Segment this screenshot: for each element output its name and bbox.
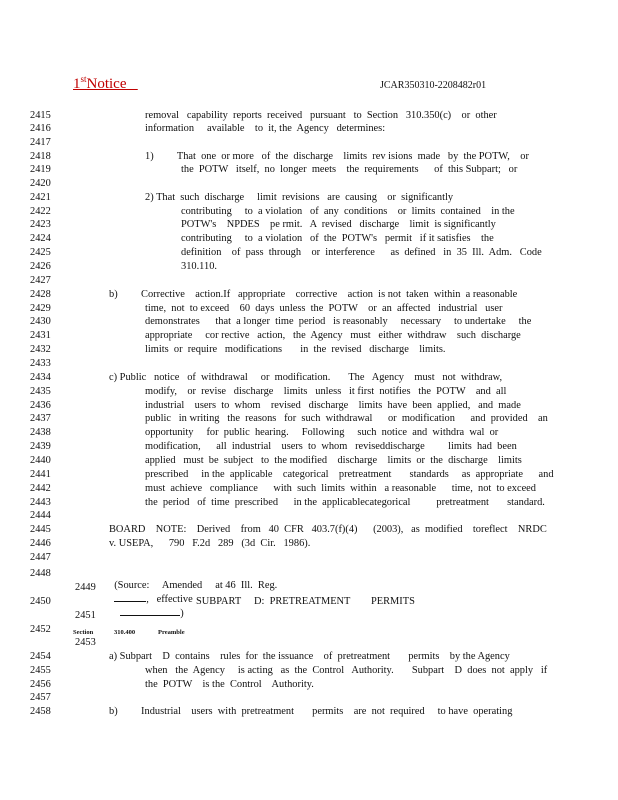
body-text-line: appropriate cor rective action, the Agency must either withdraw such discharge: [145, 330, 521, 341]
body-text-line: contributing to a violation of any conditions or limits contained in the: [181, 206, 515, 217]
body-text-line: must achieve compliance with such limits within a reasonable time, not to exceed: [145, 483, 536, 494]
line-number: 2436: [30, 400, 51, 411]
body-text-line: v. USEPA, 790 F.2d 289 (3d Cir. 1986).: [109, 538, 311, 549]
line-number: 2435: [30, 386, 51, 397]
section-label: Section: [73, 629, 94, 636]
line-number: 2421: [30, 192, 51, 203]
line-number: 2453: [75, 637, 96, 648]
line-number: 2445: [30, 524, 51, 535]
line-number: 2423: [30, 219, 51, 230]
body-text-line: the POTW itself, no longer meets the requirements of this Subpart; or: [181, 164, 518, 175]
body-text-line: the POTW is the Control Authority.: [145, 679, 314, 690]
body-text-line: the period of time prescribed in the applicablecategorical pretreatment standard.: [145, 497, 545, 508]
line-number: 2431: [30, 330, 51, 341]
section-title: Preamble: [158, 629, 185, 636]
line-number: 2439: [30, 441, 51, 452]
body-text-line: removal capability reports received pursuant to Section 310.350(c) or other: [145, 110, 497, 121]
source-text-start: (Source: Amended at 46 Ill. Reg.: [114, 580, 278, 591]
line-number: 2456: [30, 679, 51, 690]
body-text-line: prescribed in the applicable categorical pretreatment standards as appropriate and: [145, 469, 554, 480]
source-text-end: ): [180, 608, 184, 619]
body-text-line: public in writing the reasons for such withdrawal or modification and provided an: [145, 413, 548, 424]
source-note: [109, 568, 277, 620]
line-number: 2452: [30, 624, 51, 635]
source-text-middle: , effective: [146, 594, 193, 605]
line-number: 2446: [30, 538, 51, 549]
line-number: 2418: [30, 151, 51, 162]
subpart-heading: SUBPART D: PRETREATMENT PERMITS: [196, 596, 415, 607]
line-number: 2430: [30, 316, 51, 327]
body-text-line: 310.110.: [181, 261, 217, 272]
line-number: 2457: [30, 692, 51, 703]
line-number: 2438: [30, 427, 51, 438]
line-number: 2417: [30, 137, 51, 148]
body-text-line: time, not to exceed 60 days unless the POTW or an affected industrial user: [145, 303, 503, 314]
register-blank: [114, 592, 146, 602]
line-number: 2444: [30, 510, 51, 521]
line-number: 2442: [30, 483, 51, 494]
body-text-line: 1) That one or more of the discharge limits rev isions made by the POTW, or: [145, 151, 529, 162]
line-number: 2455: [30, 665, 51, 676]
line-number: 2420: [30, 178, 51, 189]
notice-heading: [73, 74, 138, 93]
effective-date-blank: [120, 606, 180, 616]
notice-superscript: st: [80, 74, 87, 84]
body-text-line: when the Agency is acting as the Control Authority. Subpart D does not apply if: [145, 665, 548, 676]
body-text-line: modification, all industrial users to whom reviseddischarge limits had been: [145, 441, 517, 452]
body-text-line: POTW's NPDES pe rmit. A revised discharge limit is significantly: [181, 219, 496, 230]
body-text-line: definition of pass through or interference as defined in 35 Ill. Adm. Code: [181, 247, 542, 258]
line-number: 2415: [30, 110, 51, 121]
section-number: 310.400: [114, 629, 136, 636]
document-code: JCAR350310-2208482r01: [380, 80, 487, 91]
notice-word: Notice: [86, 76, 127, 92]
body-text-line: b) Industrial users with pretreatment permits are not required to have operating: [109, 706, 513, 717]
line-number: 2449: [75, 582, 96, 593]
line-number: 2422: [30, 206, 51, 217]
body-text-line: 2) That such discharge limit revisions are causing or significantly: [145, 192, 454, 203]
line-number: 2443: [30, 497, 51, 508]
line-number: 2433: [30, 358, 51, 369]
line-number: 2448: [30, 568, 51, 579]
body-text-line: opportunity for public hearing. Following such notice and withdra wal or: [145, 427, 499, 438]
line-number: 2447: [30, 552, 51, 563]
line-number: 2419: [30, 164, 51, 175]
body-text-line: information available to it, the Agency determines:: [145, 123, 386, 134]
notice-number: 1: [73, 76, 81, 92]
line-number: 2454: [30, 651, 51, 662]
body-text-line: b) Corrective action.If appropriate corrective action is not taken within a reasonable: [109, 289, 518, 300]
line-number: 2425: [30, 247, 51, 258]
line-number: 2432: [30, 344, 51, 355]
body-text-line: limits or require modifications in the revised discharge limits.: [145, 344, 446, 355]
body-text-line: modify, or revise discharge limits unless it first notifies the POTW and all: [145, 386, 507, 397]
line-number: 2429: [30, 303, 51, 314]
line-number: 2450: [30, 596, 51, 607]
line-number: 2426: [30, 261, 51, 272]
line-number: 2437: [30, 413, 51, 424]
line-number: 2428: [30, 289, 51, 300]
line-number: 2427: [30, 275, 51, 286]
body-text-line: contributing to a violation of the POTW's permit if it satisfies the: [181, 233, 494, 244]
line-number: 2440: [30, 455, 51, 466]
body-text-line: industrial users to whom revised discharge limits have been applied, and made: [145, 400, 521, 411]
body-text-line: c) Public notice of withdrawal or modification. The Agency must not withdraw,: [109, 372, 503, 383]
line-number: 2458: [30, 706, 51, 717]
body-text-line: BOARD NOTE: Derived from 40 CFR 403.7(f)(4) (2003), as modified toreflect NRDC: [109, 524, 547, 535]
line-number: 2451: [75, 610, 96, 621]
line-number: 2416: [30, 123, 51, 134]
line-number: 2434: [30, 372, 51, 383]
line-number: 2424: [30, 233, 51, 244]
body-text-line: applied must be subject to the modified discharge limits or the discharge limits: [145, 455, 522, 466]
line-number: 2441: [30, 469, 51, 480]
body-text-line: demonstrates that a longer time period is reasonably necessary to undertake the: [145, 316, 532, 327]
body-text-line: a) Subpart D contains rules for the issuance of pretreatment permits by the Agency: [109, 651, 510, 662]
